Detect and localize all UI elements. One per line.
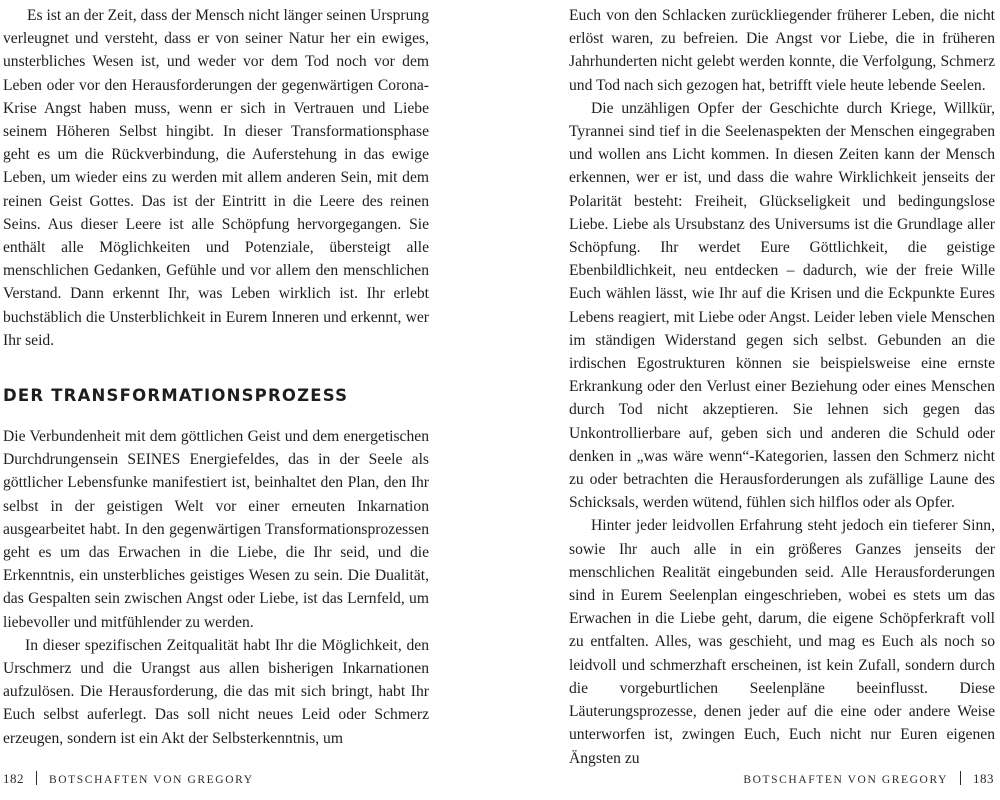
paragraph: Euch von den Schlacken zurückliegender früherer Leben, die nicht erlöst waren, zu befreien. Die Angst vor Liebe, die in früheren Jahrhunderten nicht gelebt werden konnte, die Verfolgung, Schmerz und Tod nach sich gezogen hat, betrifft viele heute lebende Seelen.: [569, 7, 995, 94]
page-number: 183: [973, 771, 994, 786]
section-heading: DER TRANSFORMATIONSPROZESS: [3, 386, 349, 406]
paragraph: Die Verbundenheit mit dem göttlichen Geist und dem energetischen Durchdrungensein SEINES Energiefeldes, das in der Seele als göttlicher Lebensfunke manifestiert ist, beinhaltet den Plan, den Ihr selbst in der geistigen Welt vor einer erneuten Inkarnation ausgearbeitet habt. In den gegenwärtigen Transformationsprozessen geht es um das Erwachen in die Liebe, die Ihr seid, und die Erkenntnis, ein unsterbliches geistiges Wesen zu sein. Die Dualität, das Gespalten sein zwischen Angst oder Liebe, ist das Lernfeld, um liebevoller und mitfühlender zu werden.: [3, 428, 429, 631]
left-text-column: [3, 4, 429, 750]
paragraph: Die unzähligen Opfer der Geschichte durch Kriege, Willkür, Tyrannei sind tief in die Seelenaspekten der Menschen eingegraben und wollen ans Licht kommen. In diesen Zeiten kann der Mensch erkennen, wer er ist, und dass die wahre Wirklichkeit jenseits der Polarität besteht: Freiheit, Glückseligkeit und bedingungslose Liebe. Liebe als Ursubstanz des Universums ist die Grundlage aller Schöpfung. Ihr werdet Eure Göttlichkeit, die geistige Ebenbildlichkeit, neu entdecken – dadurch, wie der freie Wille Euch wählen lässt, wie Ihr auf die Krisen und die Eckpunkte Eures Lebens reagiert, mit Liebe oder Angst. Leider leben viele Menschen im ständigen Widerstand gegen sich selbst. Gebunden an die irdischen Egostrukturen können sie beispielsweise eine ernste Erkrankung oder den Verlust einer Beziehung oder eines Menschen durch Tod nicht akzeptieren. Sie lehnen sich gegen das Unkontrollierbare auf, geben sich und anderen die Schuld oder denken in „was wäre wenn“-Kategorien, lassen den Schmerz nicht zu oder betrachten die Herausforderungen als zufällige Laune des Schicksals, werden wütend, fühlen sich hilflos oder als Opfer.: [569, 99, 995, 512]
running-title: BOTSCHAFTEN VON GREGORY: [49, 774, 254, 786]
right-text-column: [569, 4, 995, 770]
footer-divider: [960, 771, 961, 785]
right-page: [500, 0, 1000, 800]
page-number: 182: [3, 771, 24, 786]
paragraph: Hinter jeder leidvollen Erfahrung steht jedoch ein tieferer Sinn, sowie Ihr auch alle in ein größeres Ganzes jenseits der menschlichen Realität eingebunden seid. Alle Herausforderungen sind in Eurem Seelenplan eingeschrieben, wobei es stets um das Erwachen in die Liebe geht, darum, die eigene Schöpferkraft voll zu entfalten. Alles, was geschieht, und mag es Euch als noch so leidvoll und schmerzhaft erscheinen, ist kein Zufall, sondern durch die vorgeburtlichen Seelenpläne beeinflusst. Diese Läuterungsprozesse, denen jeder auf die eine oder andere Weise unterworfen ist, zwingen Euch, Euch nicht nur Euren eigenen Ängsten zu: [569, 517, 995, 767]
left-page-footer: [3, 771, 254, 787]
paragraph: Es ist an der Zeit, dass der Mensch nicht länger seinen Ursprung verleugnet und versteht, dass er von seiner Natur her ein ewiges, unsterbliches Wesen ist, und weder vor dem Tod noch vor dem Leben oder vor den Herausforderungen der gegenwärtigen Corona-Krise Angst haben muss, wenn er sich in Vertrauen und Liebe seinem Höheren Selbst hingibt. In dieser Transformationsphase geht es um die Rückverbindung, die Auferstehung in das ewige Leben, um wieder eins zu werden mit allem anderen Sein, mit dem reinen Geist Gottes. Das ist der Eintritt in die Leere des reinen Seins. Aus dieser Leere ist alle Schöpfung hervorgegangen. Sie enthält alle Möglichkeiten und Potenziale, übersteigt alle menschlichen Gedanken, Gefühle und vor allem den menschlichen Verstand. Dann erkennt Ihr, was Leben wirklich ist. Ihr erlebt buchstäblich die Unsterblichkeit in Eurem Inneren und erkennt, wer Ihr seid.: [3, 7, 429, 349]
paragraph: In dieser spezifischen Zeitqualität habt Ihr die Möglichkeit, den Urschmerz und die Urangst aus allen bisherigen Inkarnationen aufzulösen. Die Herausforderung, die das mit sich bringt, habt Ihr Euch selbst auferlegt. Das soll nicht neues Leid oder Schmerz erzeugen, sondern ist ein Akt der Selbsterkenntnis, um: [3, 636, 429, 747]
running-title: BOTSCHAFTEN VON GREGORY: [743, 774, 948, 786]
footer-divider: [36, 771, 37, 785]
right-page-footer: [743, 771, 994, 787]
